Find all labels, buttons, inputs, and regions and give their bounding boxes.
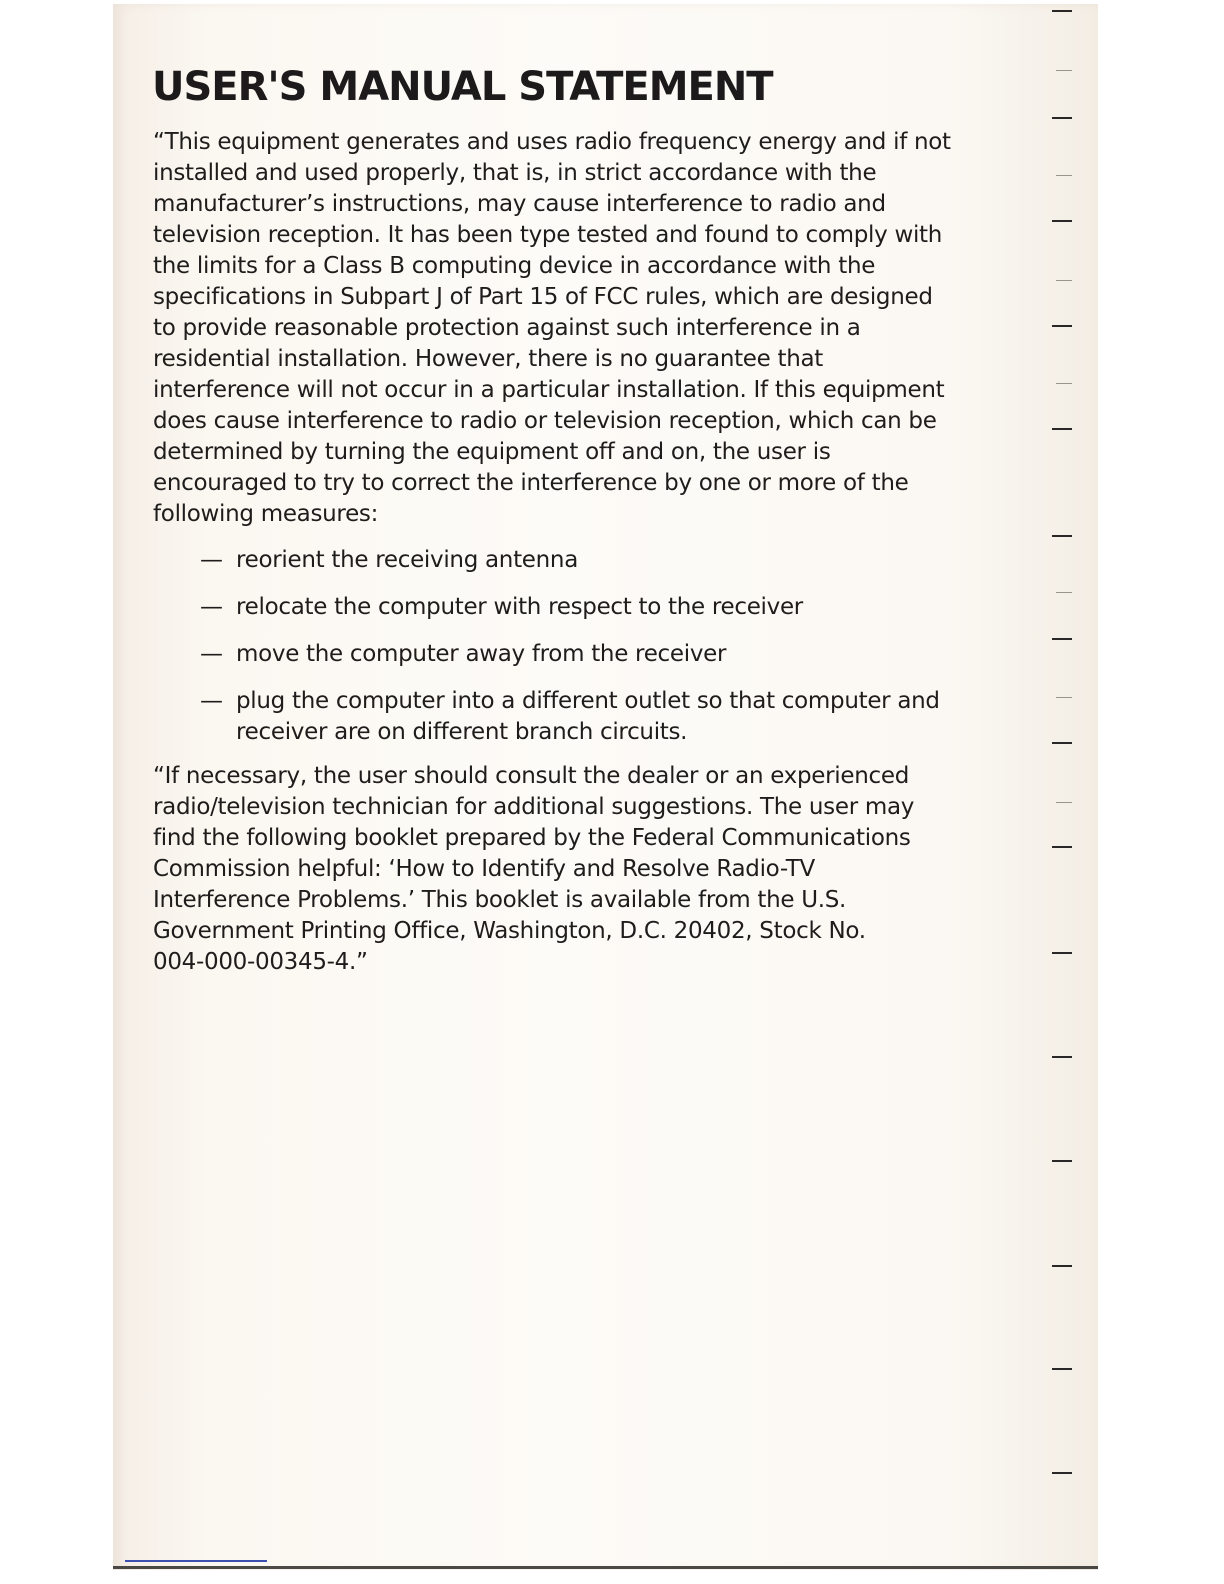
binding-tab (1052, 1472, 1072, 1474)
page-bottom-mark (125, 1560, 267, 1562)
binding-tab (1052, 1368, 1072, 1370)
binding-tab (1052, 742, 1072, 744)
paragraph-line: determined by turning the equipment off and on, the user is (153, 439, 831, 465)
list-item (200, 639, 940, 670)
paragraph-line: manufacturer’s instructions, may cause interference to radio and (153, 191, 886, 217)
measure-text: reorient the receiving antenna (236, 547, 578, 573)
binding-tab (1052, 117, 1072, 119)
paragraph-line: installed and used properly, that is, in strict accordance with the (153, 160, 877, 186)
em-dash-bullet: — (200, 688, 223, 714)
page-title: USER'S MANUAL STATEMENT (152, 64, 773, 110)
paragraph-line: to provide reasonable protection against such interference in a (153, 315, 861, 341)
em-dash-bullet: — (200, 594, 223, 620)
paragraph-line: “This equipment generates and uses radio frequency energy and if not (153, 129, 951, 155)
binding-tab (1052, 325, 1072, 327)
binding-tab (1056, 175, 1072, 176)
binding-tab (1052, 952, 1072, 954)
paragraph-line: residential installation. However, there is no guarantee that (153, 346, 824, 372)
measure-text: plug the computer into a different outlet so that computer and (236, 688, 940, 714)
em-dash-bullet: — (200, 547, 223, 573)
binding-tab (1052, 10, 1072, 12)
binding-tab (1056, 280, 1072, 281)
paragraph-line: following measures: (153, 501, 379, 527)
binding-tab (1052, 846, 1072, 848)
paragraph-line: television reception. It has been type tested and found to comply with (153, 222, 943, 248)
em-dash-bullet: — (200, 641, 223, 667)
paragraph-line: interference will not occur in a particular installation. If this equipment (153, 377, 945, 403)
paragraph-line: Commission helpful: ‘How to Identify and Resolve Radio-TV (153, 856, 815, 882)
paragraph-line: does cause interference to radio or television reception, which can be (153, 408, 937, 434)
paragraph-line: find the following booklet prepared by the Federal Communications (153, 825, 911, 851)
binding-tab (1056, 697, 1072, 698)
measure-text: receiver are on different branch circuits. (236, 719, 688, 745)
measure-text: move the computer away from the receiver (236, 641, 727, 667)
paragraph-line: specifications in Subpart J of Part 15 of FCC rules, which are designed (153, 284, 933, 310)
binding-tab (1052, 1056, 1072, 1058)
statement-paragraph (153, 127, 1033, 530)
paragraph-line: Government Printing Office, Washington, D.C. 20402, Stock No. (153, 918, 866, 944)
binding-tab (1056, 70, 1072, 71)
paragraph-line: 004-000-00345-4.” (153, 949, 368, 975)
booklet-paragraph (153, 761, 1033, 978)
binding-tab (1052, 1160, 1072, 1162)
binding-tab (1056, 592, 1072, 593)
binding-tab (1052, 638, 1072, 640)
binding-tab (1056, 383, 1072, 384)
page-bottom-edge (113, 1566, 1098, 1569)
list-item (200, 686, 940, 748)
measures-list (200, 545, 940, 764)
paragraph-line: the limits for a Class B computing device in accordance with the (153, 253, 876, 279)
paragraph-line: Interference Problems.’ This booklet is available from the U.S. (153, 887, 847, 913)
binding-tab (1052, 1265, 1072, 1267)
binding-tab (1056, 802, 1072, 803)
list-item (200, 545, 940, 576)
list-item (200, 592, 940, 623)
binding-tab (1052, 535, 1072, 537)
binding-tab (1052, 428, 1072, 430)
paragraph-line: “If necessary, the user should consult the dealer or an experienced (153, 763, 910, 789)
measure-text: relocate the computer with respect to the receiver (236, 594, 803, 620)
binding-tab (1052, 220, 1072, 222)
paragraph-line: encouraged to try to correct the interference by one or more of the (153, 470, 909, 496)
paragraph-line: radio/television technician for additional suggestions. The user may (153, 794, 915, 820)
